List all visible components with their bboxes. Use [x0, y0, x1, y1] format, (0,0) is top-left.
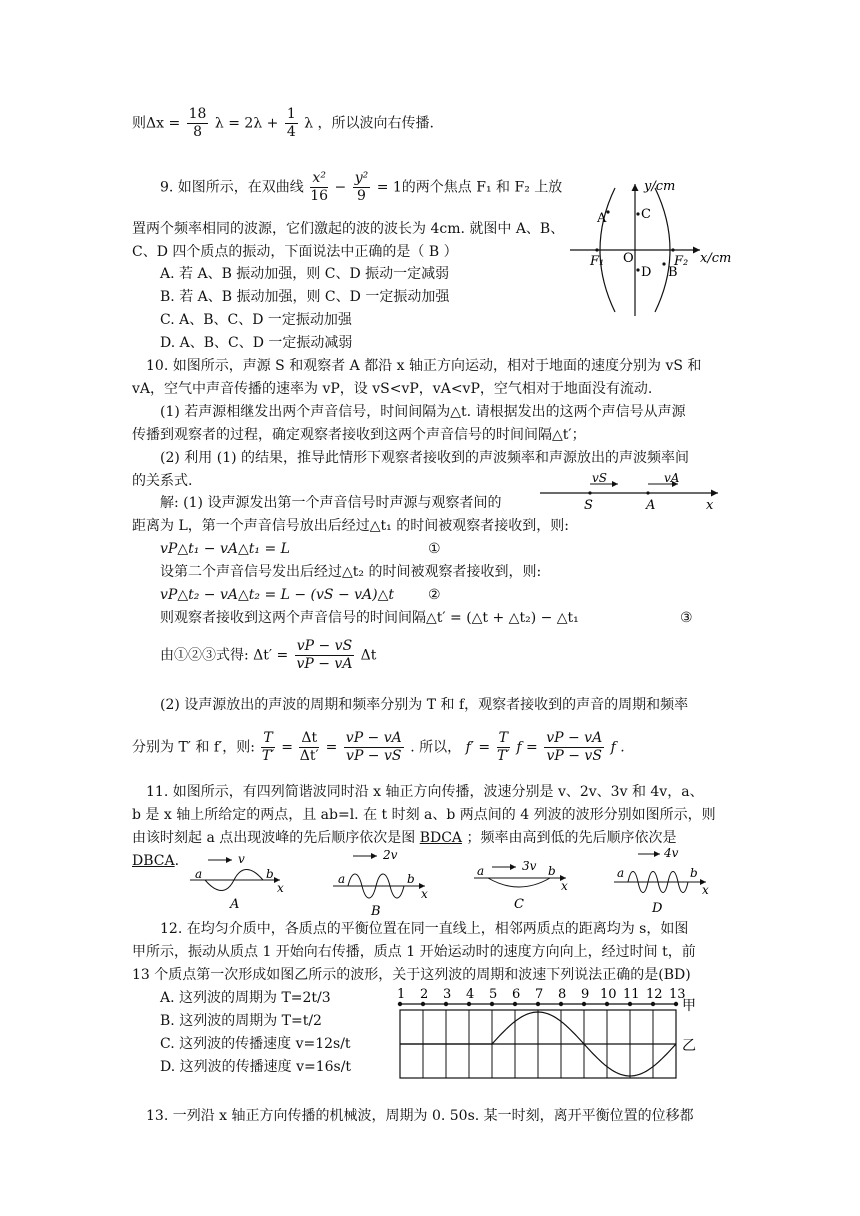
particle-dot	[651, 1002, 655, 1006]
q9-option-b: B. 若 A、B 振动加强，则 C、D 一定振动加强	[160, 289, 450, 305]
panel-d-speed: 4v	[664, 846, 679, 860]
panel-c-point-b: b	[548, 864, 556, 878]
q9-option-c: C. A、B、C、D 一定振动加强	[160, 312, 352, 328]
q12-option-a: A. 这列波的周期为 T=2t/3	[160, 990, 331, 1006]
panel-b-point-b: b	[407, 872, 415, 886]
q10-solution-line1: 解: (1) 设声源发出第一个声音信号时声源与观察者间的	[160, 495, 502, 511]
wave-panel-d	[614, 844, 719, 914]
q12-option-c: C. 这列波的传播速度 v=12s/t	[160, 1036, 351, 1052]
particle-number: 5	[489, 987, 498, 1002]
vs-label: vS	[592, 471, 607, 485]
motion-figure	[540, 471, 730, 516]
panel-a-axis: x	[277, 881, 284, 895]
panel-d-point-b: b	[690, 866, 698, 880]
q9-stem-line2: 置两个频率相同的波源，它们激起的波的波长为 4cm. 就图中 A、B、	[132, 221, 565, 237]
particle-number: 4	[466, 987, 475, 1002]
particle-dot	[513, 1002, 517, 1006]
panel-a-point-b: b	[266, 867, 274, 881]
particle-dot	[490, 1002, 494, 1006]
hyperbola-figure	[560, 178, 760, 318]
q11-answer-2: DBCA	[132, 853, 175, 869]
q11-stem-line2: b 是 x 轴上所给定的两点，且 ab=l. 在 t 时刻 a、b 两点间的 4 列波的波形分别如图所示，则	[132, 807, 716, 823]
wave-panel-c	[474, 856, 579, 912]
particle-number: 11	[623, 987, 640, 1002]
wave-panel-a	[190, 848, 295, 910]
q11-answer-1: BDCA	[419, 830, 463, 846]
q13-stem-line1: 13. 一列沿 x 轴正方向传播的机械波，周期为 0. 50s. 某一时刻，离开平衡位置的位移都	[146, 1108, 694, 1124]
f2-label: F₂	[674, 254, 689, 269]
panel-c-name: C	[514, 897, 524, 912]
q10-part1-line2: 传播到观察者的过程，确定观察者接收到这两个声音信号的时间间隔△t′；	[132, 427, 586, 443]
wave-grid-figure	[392, 984, 712, 1082]
q10-solution-line3: 设第二个声音信号发出后经过△t₂ 的时间被观察者接收到，则:	[160, 564, 542, 580]
particle-number: 9	[581, 987, 590, 1002]
panel-c-point-a: a	[477, 864, 485, 878]
q12-stem-line3: 13 个质点第一次形成如图乙所示的波形，关于这列波的周期和波速下列说法正确的是(BD)	[132, 967, 691, 983]
panel-a-name: A	[230, 897, 240, 912]
panel-d-point-a: a	[617, 866, 625, 880]
q10-part1-line1: (1) 若声源相继发出两个声音信号，时间间隔为△t. 请根据发出的这两个声信号从声源	[160, 404, 686, 420]
particle-number: 6	[512, 987, 521, 1002]
origin-label: O	[623, 251, 634, 266]
y-label: y/cm	[644, 179, 676, 194]
panel-d-name: D	[652, 901, 663, 916]
panel-b-speed: 2v	[383, 848, 398, 862]
particle-dot	[398, 1002, 402, 1006]
particle-number: 2	[420, 987, 429, 1002]
q10-solution-line4: 则观察者接收到这两个声音信号的时间间隔△t′ = (△t + △t₂) − △t₁	[160, 610, 579, 626]
q12-option-b: B. 这列波的周期为 T=t/2	[160, 1013, 322, 1029]
q10-stem-line2: vA，空气中声音传播的速率为 vP，设 vS<vP，vA<vP，空气相对于地面没有流动.	[132, 381, 653, 397]
x-label: x/cm	[700, 251, 732, 266]
q11-stem-line1: 11. 如图所示，有四列简谐波同时沿 x 轴正方向传播，波速分别是 v、2v、3v 和 4v，a、	[146, 784, 704, 800]
wave-panel-b	[333, 846, 438, 919]
q10-mark3: ③	[680, 610, 693, 626]
panel-c-axis: x	[561, 879, 568, 893]
q10-part2-solution: (2) 设声源放出的声波的周期和频率分别为 T 和 f，观察者接收到的声音的周期和频率	[160, 697, 689, 713]
panel-b-name: B	[371, 904, 381, 919]
particle-dot	[605, 1002, 609, 1006]
panel-b-point-a: a	[338, 872, 346, 886]
q9-option-d: D. A、B、C、D 一定振动减弱	[160, 335, 353, 351]
q10-frequency-formula: 分别为 T′ 和 f′，则: $\frac{T}{T'}$ = $\frac{\Delta t}{\Delta t'}$ = $\frac{vP - vA}{vP - vS}$ . 所以， f′ = $\frac{T}{T'}$ f = $\frac{vP - vA}{vP - vS}$ f .	[132, 730, 625, 764]
particle-number: 10	[600, 987, 617, 1002]
panel-a-point-a: a	[195, 867, 203, 881]
label-yi: 乙	[682, 1038, 696, 1054]
panel-c-speed: 3v	[522, 859, 537, 873]
source-label: S	[584, 498, 593, 513]
q11-stem-line3: 由该时刻起 a 点出现波峰的先后顺序依次是图 BDCA ；频率由高到低的先后顺序依次是	[132, 830, 677, 846]
panel-d-axis: x	[702, 883, 709, 897]
observer-label: A	[646, 498, 656, 513]
axis-x-label: x	[706, 498, 714, 513]
particle-dot	[536, 1002, 540, 1006]
intro-formula: 则Δx = $\frac{18}{8}$ λ = 2λ + $\frac{1}{4}$ λ ，所以波向右传播.	[132, 106, 434, 140]
particle-number: 8	[558, 987, 567, 1002]
q10-part2-line2: 的关系式.	[132, 473, 193, 489]
particle-number: 1	[397, 987, 406, 1002]
label-jia: 甲	[682, 998, 696, 1014]
q10-part2-line1: (2) 利用 (1) 的结果，推导此情形下观察者接收到的声波频率和声源放出的声波频率间	[160, 450, 690, 466]
q12-option-d: D. 这列波的传播速度 v=16s/t	[160, 1059, 352, 1075]
particle-number: 3	[443, 987, 452, 1002]
q10-solution-line2: 距离为 L，第一个声音信号放出后经过△t₁ 的时间被观察者接收到，则:	[132, 518, 569, 534]
q10-result: 由①②③式得: Δt′ = $\frac{vP - vS}{vP - vA}$ Δt	[160, 638, 377, 672]
point-b-label: B	[668, 265, 678, 280]
particle-number: 12	[646, 987, 663, 1002]
panel-a-speed: v	[238, 852, 245, 866]
particle-dot	[628, 1002, 632, 1006]
q12-stem-line2: 甲所示，振动从质点 1 开始向右传播，质点 1 开始运动时的速度方向向上，经过时间 t，前	[132, 944, 696, 960]
q10-eq1: vP△t₁ − vA△t₁ = L	[160, 541, 290, 557]
q10-eq2: vP△t₂ − vA△t₂ = L − (vS − vA)△t	[160, 587, 395, 603]
q9-stem-line3: C、D 四个质点的振动，下面说法中正确的是（ B ）	[132, 244, 458, 260]
q9-stem-line1: 9. 如图所示，在双曲线 $\frac{\text{x²}}{16}$ − $\frac{\text{y²}}{9}$ = 1的两个焦点 F₁ 和 F₂ 上放	[160, 170, 563, 204]
q10-mark1: ①	[428, 541, 441, 557]
va-label: vA	[664, 471, 680, 485]
particle-dot	[421, 1002, 425, 1006]
q12-stem-line1: 12. 在均匀介质中，各质点的平衡位置在同一直线上，相邻两质点的距离均为 s，如图	[160, 921, 689, 937]
f1-label: F₁	[590, 254, 605, 269]
point-a-label: A	[597, 211, 607, 226]
particle-number: 7	[535, 987, 544, 1002]
particle-dot	[674, 1002, 678, 1006]
q10-stem-line1: 10. 如图所示，声源 S 和观察者 A 都沿 x 轴正方向运动，相对于地面的速度分别为 vS 和	[146, 358, 702, 374]
particle-dot	[582, 1002, 586, 1006]
particle-number: 13	[669, 987, 686, 1002]
q10-mark2: ②	[428, 587, 441, 603]
panel-b-axis: x	[421, 887, 428, 901]
q9-option-a: A. 若 A、B 振动加强，则 C、D 振动一定减弱	[160, 266, 450, 282]
q11-stem-line4: DBCA.	[132, 853, 180, 869]
particle-dot	[444, 1002, 448, 1006]
point-c-label: C	[641, 207, 651, 222]
point-d-label: D	[641, 265, 652, 280]
particle-dot	[559, 1002, 563, 1006]
particle-dot	[467, 1002, 471, 1006]
